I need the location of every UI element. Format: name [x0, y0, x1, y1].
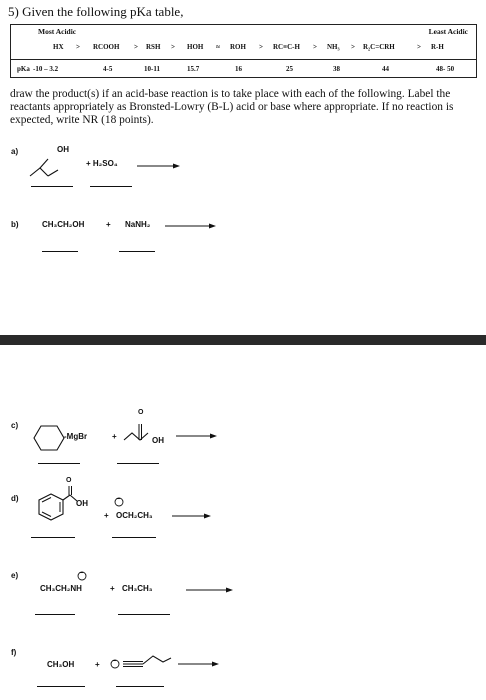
pka-rcooh: 4-5 — [103, 65, 113, 73]
op-4: ≈ — [216, 43, 220, 51]
question-d-reagent: OCH₂CH₃ — [116, 511, 153, 520]
reaction-arrow-e — [186, 586, 234, 594]
acid-alkyne: RC≡C-H — [273, 43, 300, 51]
acid-rh: R-H — [431, 43, 444, 51]
reaction-arrow-f — [178, 660, 220, 668]
op-7: > — [351, 43, 355, 51]
op-8: > — [417, 43, 421, 51]
pka-roh: 16 — [235, 65, 242, 73]
question-d-o: O — [66, 477, 72, 484]
op-3: > — [171, 43, 175, 51]
table-divider — [11, 59, 476, 60]
op-2: > — [134, 43, 138, 51]
answer-blank-c-1[interactable] — [38, 463, 80, 464]
answer-blank-d-1[interactable] — [31, 537, 75, 538]
question-e-minus: − — [79, 570, 84, 577]
answer-blank-f-1[interactable] — [37, 686, 85, 687]
question-f-reactant1: CH₃OH — [47, 660, 75, 669]
question-b-reactant1: CH₃CH₂OH — [42, 220, 85, 229]
most-acidic-label: Most Acidic — [38, 27, 77, 36]
pka-alkyne: 25 — [286, 65, 293, 73]
question-f-label: f) — [11, 648, 17, 657]
acid-alkene: R₂C=CRH — [363, 43, 395, 51]
pka-hx: -10 – 3.2 — [33, 65, 59, 73]
question-e-label: e) — [11, 571, 19, 580]
question-e-plus: + — [110, 584, 115, 593]
answer-blank-a-2[interactable] — [90, 186, 132, 187]
question-c-oh: OH — [152, 436, 164, 445]
isopropanol-structure — [28, 150, 78, 180]
question-c-label: c) — [11, 421, 19, 430]
question-e-reactant2: CH₃CH₃ — [122, 584, 153, 593]
pka-rsh: 10-11 — [144, 65, 160, 73]
answer-blank-e-1[interactable] — [35, 614, 75, 615]
question-d-oh: OH — [76, 499, 88, 508]
pka-table — [10, 24, 477, 78]
acid-roh: ROH — [230, 43, 246, 51]
question-c-o: O — [138, 409, 144, 416]
instructions: draw the product(s) if an acid-base reaction is to take place with each of the following. Label the reactants appropriately as Bronsted-Lowry (B-L) acid or base where appropriate. If no reaction is expected, write NR (18 points). — [10, 88, 454, 126]
answer-blank-d-2[interactable] — [112, 537, 156, 538]
answer-blank-e-2[interactable] — [118, 614, 170, 615]
reaction-arrow-a — [137, 162, 181, 170]
redaction-band — [0, 335, 486, 345]
question-a-reagent: + H₂SO₄ — [86, 159, 118, 168]
acid-hx: HX — [53, 43, 64, 51]
question-d-label: d) — [11, 494, 19, 503]
question-f-plus: + — [95, 660, 100, 669]
answer-blank-b-1[interactable] — [42, 251, 78, 252]
alkynide-structure — [121, 648, 171, 670]
question-title: 5) Given the following pKa table, — [8, 4, 184, 19]
cyclohexyl-ring — [33, 424, 65, 452]
acid-rsh: RSH — [146, 43, 161, 51]
acid-rcooh: RCOOH — [93, 43, 120, 51]
reaction-arrow-b — [165, 222, 217, 230]
question-b-plus: + — [106, 220, 111, 229]
question-a-label: a) — [11, 147, 19, 156]
least-acidic-label: Least Acidic — [428, 27, 468, 36]
question-e-reactant1: CH₃CH₂NH — [40, 584, 82, 593]
reaction-arrow-c — [176, 432, 218, 440]
reaction-arrow-d — [172, 512, 212, 520]
pka-hoh: 15.7 — [187, 65, 200, 73]
answer-blank-f-2[interactable] — [116, 686, 164, 687]
question-d-minus: − — [116, 496, 121, 503]
benzoic-acid-structure — [33, 486, 81, 526]
question-f-minus: − — [112, 658, 117, 665]
question-a-oh: OH — [57, 145, 69, 154]
answer-blank-c-2[interactable] — [117, 463, 159, 464]
op-1: > — [76, 43, 80, 51]
op-6: > — [313, 43, 317, 51]
question-d-plus: + — [104, 511, 109, 520]
op-5: > — [259, 43, 263, 51]
question-c-grignard: -MgBr — [64, 432, 88, 441]
question-b-reactant2: NaNH₂ — [125, 220, 151, 229]
answer-blank-a-1[interactable] — [31, 186, 73, 187]
question-c-plus: + — [112, 432, 117, 441]
question-b-label: b) — [11, 220, 19, 229]
pka-alkene: 44 — [382, 65, 389, 73]
answer-blank-b-2[interactable] — [119, 251, 155, 252]
pka-rh: 48- 50 — [436, 65, 455, 73]
pka-row-label: pKa — [17, 65, 30, 73]
acid-nh3: NH₃ — [327, 43, 340, 51]
pka-nh3: 38 — [333, 65, 340, 73]
acid-hoh: HOH — [187, 43, 204, 51]
